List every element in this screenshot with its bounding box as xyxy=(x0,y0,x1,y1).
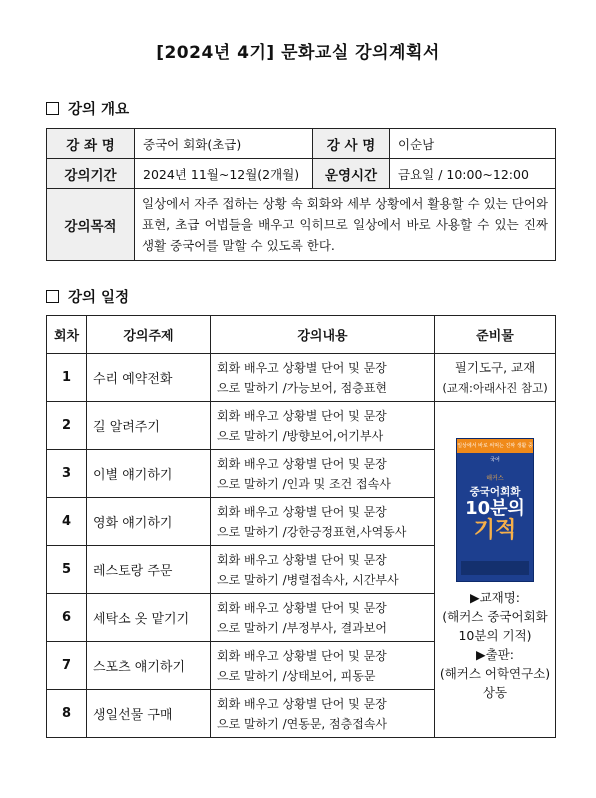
textbook-value: 10분의 기적) xyxy=(458,627,532,643)
content-line: 으로 말하기 /가능보어, 점층표현 xyxy=(217,380,387,395)
session-number: 2 xyxy=(47,402,87,450)
publisher-label: ▶출판: xyxy=(476,646,514,662)
content-line: 회화 배우고 상황별 단어 및 문장 xyxy=(217,456,387,471)
publisher-value: (해커스 어학연구소) xyxy=(439,665,551,681)
square-bullet-icon xyxy=(46,102,59,115)
session-topic: 길 알려주기 xyxy=(87,402,211,450)
content-line: 으로 말하기 /인과 및 조건 접속사 xyxy=(217,476,391,491)
content-line: 회화 배우고 상황별 단어 및 문장 xyxy=(217,504,387,519)
publisher-value: 상동 xyxy=(482,684,508,700)
section-schedule-label: 강의 일정 xyxy=(68,290,130,306)
session-topic: 생일선물 구매 xyxy=(87,690,211,738)
materials-cell-book xyxy=(435,402,556,738)
overview-table xyxy=(46,128,556,261)
book-title-line: 기적 xyxy=(473,517,517,543)
content-line: 으로 말하기 /상태보어, 피동문 xyxy=(217,668,376,683)
course-label: 강 좌 명 xyxy=(47,129,135,159)
section-overview-heading xyxy=(46,98,129,119)
instructor-value: 이순남 xyxy=(390,129,556,159)
content-line: 으로 말하기 /강한긍정표현,사역동사 xyxy=(217,524,407,539)
session-topic: 세탁소 옷 맡기기 xyxy=(87,594,211,642)
period-value: 2024년 11월~12월(2개월) xyxy=(135,159,313,189)
session-topic: 영화 얘기하기 xyxy=(87,498,211,546)
session-content xyxy=(211,594,435,642)
session-number: 7 xyxy=(47,642,87,690)
session-content xyxy=(211,642,435,690)
header-materials: 준비물 xyxy=(435,316,556,354)
header-session: 회차 xyxy=(47,316,87,354)
session-number: 5 xyxy=(47,546,87,594)
session-number: 8 xyxy=(47,690,87,738)
period-label: 강의기간 xyxy=(47,159,135,189)
session-content xyxy=(211,450,435,498)
textbook-label: ▶교재명: xyxy=(469,589,521,605)
content-line: 회화 배우고 상황별 단어 및 문장 xyxy=(217,360,387,375)
header-topic: 강의주제 xyxy=(87,316,211,354)
content-line: 회화 배우고 상황별 단어 및 문장 xyxy=(217,696,387,711)
table-row xyxy=(47,354,556,402)
content-line: 으로 말하기 /연동문, 점층접속사 xyxy=(217,716,387,731)
session-content xyxy=(211,690,435,738)
purpose-value: 일상에서 자주 접하는 상황 속 회화와 세부 상황에서 활용할 수 있는 단어와 표현, 초급 어법들을 배우고 익히므로 일상에서 바로 사용할 수 있는 진짜 생활 중국어를 말할 수 있도록 한다. xyxy=(135,189,556,261)
session-content xyxy=(211,402,435,450)
time-value: 금요일 / 10:00~12:00 xyxy=(390,159,556,189)
content-line: 으로 말하기 /부정부사, 결과보어 xyxy=(217,620,387,635)
session-content xyxy=(211,546,435,594)
purpose-label: 강의목적 xyxy=(47,189,135,261)
section-overview-label: 강의 개요 xyxy=(68,102,130,118)
header-content: 강의내용 xyxy=(211,316,435,354)
content-line: 으로 말하기 /병렬접속사, 시간부사 xyxy=(217,572,399,587)
content-line: 회화 배우고 상황별 단어 및 문장 xyxy=(217,600,387,615)
content-line: 회화 배우고 상황별 단어 및 문장 xyxy=(217,552,387,567)
content-line: 으로 말하기 /방향보어,어기부사 xyxy=(217,428,384,443)
square-bullet-icon xyxy=(46,290,59,303)
session-topic: 레스토랑 주문 xyxy=(87,546,211,594)
session-topic: 이별 얘기하기 xyxy=(87,450,211,498)
session-number: 3 xyxy=(47,450,87,498)
session-content xyxy=(211,498,435,546)
schedule-table xyxy=(46,315,556,738)
book-title-line: 중국어회화 xyxy=(469,485,521,498)
book-publisher-text: 해커스 xyxy=(486,474,504,482)
textbook-cover-image xyxy=(456,438,534,582)
session-number: 4 xyxy=(47,498,87,546)
session-content xyxy=(211,354,435,402)
session-number: 6 xyxy=(47,594,87,642)
materials-cell-first xyxy=(435,354,556,402)
page-title: [2024년 4기] 문화교실 강의계획서 xyxy=(156,43,440,63)
book-footer-band xyxy=(461,561,529,575)
time-label: 운영시간 xyxy=(313,159,390,189)
materials-note: (교재:아래사진 참고) xyxy=(442,380,548,395)
session-number: 1 xyxy=(47,354,87,402)
section-schedule-heading xyxy=(46,286,129,307)
textbook-value: (해커스 중국어회화 xyxy=(442,608,548,624)
table-row xyxy=(47,402,556,450)
instructor-label: 강 사 명 xyxy=(313,129,390,159)
session-topic: 스포츠 얘기하기 xyxy=(87,642,211,690)
content-line: 회화 배우고 상황별 단어 및 문장 xyxy=(217,648,387,663)
course-value: 중국어 회화(초급) xyxy=(135,129,313,159)
book-title-line: 10분의 xyxy=(465,497,525,519)
book-band-text: 일상에서 바로 써먹는 진짜 생활 중국어 xyxy=(457,439,533,453)
materials-text: 필기도구, 교재 xyxy=(454,359,536,375)
content-line: 회화 배우고 상황별 단어 및 문장 xyxy=(217,408,387,423)
session-topic: 수리 예약전화 xyxy=(87,354,211,402)
